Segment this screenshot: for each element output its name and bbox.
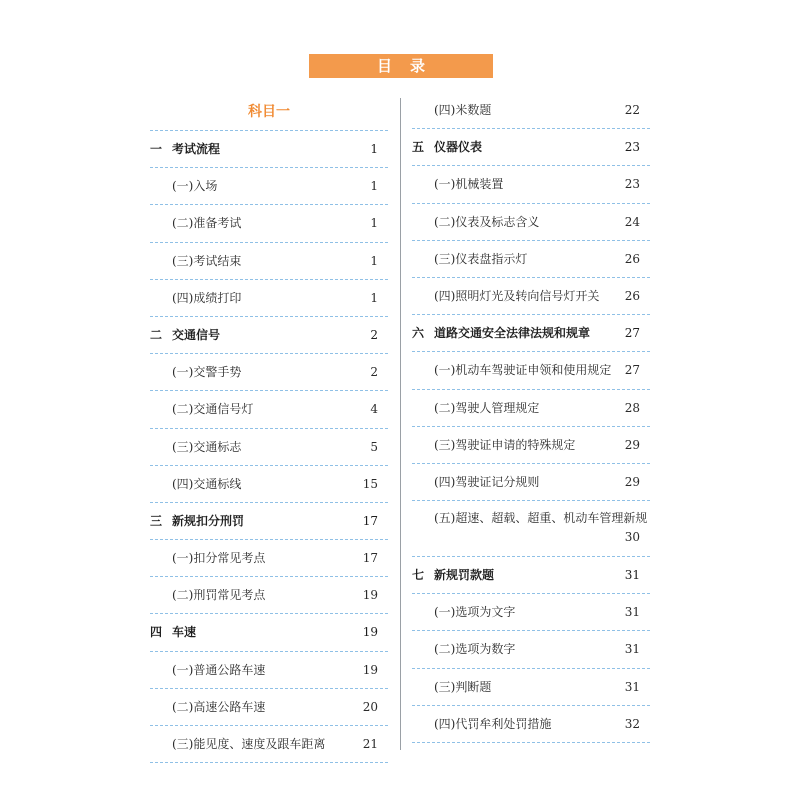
page-number: 20 xyxy=(362,699,378,714)
page-number: 27 xyxy=(624,326,640,341)
toc-entry-row[interactable] xyxy=(150,652,388,689)
toc-entry-row[interactable] xyxy=(412,241,650,278)
page-number: 31 xyxy=(624,605,640,620)
toc-entry-row[interactable] xyxy=(412,352,650,389)
page-number: 24 xyxy=(624,214,640,229)
entry-title: (三)交通标志 xyxy=(172,439,242,454)
entry-title: (一)入场 xyxy=(172,179,218,194)
entry-title: (一)扣分常见考点 xyxy=(172,551,266,566)
page-number: 23 xyxy=(624,177,640,192)
page-number: 26 xyxy=(624,288,640,303)
toc-entry-row[interactable] xyxy=(412,166,650,203)
page-number: 17 xyxy=(362,551,378,566)
section-title: 车速 xyxy=(172,625,197,640)
toc-section-row[interactable] xyxy=(150,131,388,168)
page-number: 15 xyxy=(362,476,378,491)
entry-title: (二)仪表及标志含义 xyxy=(434,214,540,229)
toc-entry-row[interactable] xyxy=(412,464,650,501)
entry-title: (一)普通公路车速 xyxy=(172,662,266,677)
page-number: 17 xyxy=(362,513,378,528)
page-number: 5 xyxy=(370,439,378,454)
column-divider xyxy=(400,98,401,750)
toc-section-row[interactable] xyxy=(412,315,650,352)
page-number: 23 xyxy=(624,140,640,155)
section-number: 一 xyxy=(150,142,163,156)
entry-title: (四)交通标线 xyxy=(172,476,242,491)
page-number: 32 xyxy=(624,716,640,731)
page-number: 26 xyxy=(624,251,640,266)
page-number: 2 xyxy=(370,365,378,380)
entry-title: (二)交通信号灯 xyxy=(172,402,254,417)
page-number: 19 xyxy=(362,625,378,640)
toc-section-row[interactable] xyxy=(412,557,650,594)
toc-section-row[interactable] xyxy=(150,503,388,540)
toc-section-row[interactable] xyxy=(412,129,650,166)
page-number: 1 xyxy=(370,179,378,194)
entry-title: (一)选项为文字 xyxy=(434,605,516,620)
toc-section-row[interactable] xyxy=(150,317,388,354)
toc-entry-row[interactable] xyxy=(150,540,388,577)
section-title: 新规罚款题 xyxy=(434,568,495,583)
section-number: 五 xyxy=(412,140,425,155)
page-number: 19 xyxy=(362,662,378,677)
toc-entry-row[interactable] xyxy=(150,429,388,466)
section-title: 仪器仪表 xyxy=(434,140,483,155)
toc-title: 目录 xyxy=(309,54,493,78)
entry-title: (三)仪表盘指示灯 xyxy=(434,251,528,266)
entry-title: (四)代罚牟利处罚措施 xyxy=(434,716,552,731)
page-number: 2 xyxy=(370,327,378,342)
toc-entry-row[interactable] xyxy=(412,631,650,668)
subject-heading: 科目一 xyxy=(248,104,290,120)
entry-title: (四)米数题 xyxy=(434,103,492,117)
entry-title: (三)驾驶证申请的特殊规定 xyxy=(434,437,576,452)
toc-entry-row[interactable] xyxy=(412,427,650,464)
entry-title: (二)驾驶人管理规定 xyxy=(434,400,540,415)
toc-left-column xyxy=(150,130,388,763)
toc-entry-row[interactable] xyxy=(150,243,388,280)
toc-entry-row[interactable] xyxy=(412,204,650,241)
entry-title: (四)驾驶证记分规则 xyxy=(434,474,540,489)
page-number: 1 xyxy=(370,142,378,156)
toc-entry-row[interactable] xyxy=(412,390,650,427)
toc-entry-row[interactable] xyxy=(412,92,650,129)
section-title: 考试流程 xyxy=(172,142,221,156)
page-number: 1 xyxy=(370,290,378,305)
toc-entry-row[interactable] xyxy=(412,706,650,743)
section-number: 六 xyxy=(412,326,425,341)
toc-entry-row[interactable] xyxy=(150,168,388,205)
section-title: 交通信号 xyxy=(172,327,221,342)
entry-title: (一)交警手势 xyxy=(172,365,242,380)
section-title: 道路交通安全法律法规和规章 xyxy=(434,326,591,341)
entry-title: (一)机动车驾驶证申领和使用规定 xyxy=(434,363,612,378)
section-number: 七 xyxy=(412,568,425,583)
toc-entry-row[interactable] xyxy=(150,466,388,503)
toc-entry-row[interactable] xyxy=(150,577,388,614)
toc-entry-row[interactable] xyxy=(412,501,650,557)
page-number: 22 xyxy=(624,103,640,117)
toc-right-column xyxy=(412,92,650,743)
entry-title: (三)能见度、速度及跟车距离 xyxy=(172,737,326,751)
page-number: 29 xyxy=(624,474,640,489)
section-number: 二 xyxy=(150,327,163,342)
entry-title: (二)高速公路车速 xyxy=(172,699,266,714)
page-number: 28 xyxy=(624,400,640,415)
entry-title: (四)照明灯光及转向信号灯开关 xyxy=(434,288,600,303)
toc-entry-row[interactable] xyxy=(412,278,650,315)
toc-entry-row[interactable] xyxy=(412,669,650,706)
entry-title: (二)准备考试 xyxy=(172,216,242,231)
page-number: 31 xyxy=(624,568,640,583)
page-number: 31 xyxy=(624,642,640,657)
page-number: 21 xyxy=(362,737,378,751)
page-number: 1 xyxy=(370,216,378,231)
entry-title: (四)成绩打印 xyxy=(172,290,242,305)
section-number: 四 xyxy=(150,625,163,640)
section-number: 三 xyxy=(150,513,163,528)
toc-entry-row[interactable] xyxy=(150,689,388,726)
page-number: 19 xyxy=(362,588,378,603)
page-number: 30 xyxy=(624,530,640,545)
page-number: 27 xyxy=(624,363,640,378)
entry-title: (一)机械装置 xyxy=(434,177,504,192)
page-number: 1 xyxy=(370,253,378,268)
entry-title: (五)超速、超载、超重、机动车管理新规 xyxy=(434,511,648,526)
page-number: 31 xyxy=(624,679,640,694)
toc-entry-row[interactable] xyxy=(150,391,388,428)
toc-entry-row[interactable] xyxy=(150,354,388,391)
toc-entry-row[interactable] xyxy=(150,726,388,763)
page-number: 4 xyxy=(370,402,378,417)
toc-entry-row[interactable] xyxy=(150,205,388,242)
entry-title: (三)考试结束 xyxy=(172,253,242,268)
toc-section-row[interactable] xyxy=(150,614,388,651)
section-title: 新规扣分刑罚 xyxy=(172,513,245,528)
toc-entry-row[interactable] xyxy=(150,280,388,317)
page-number: 29 xyxy=(624,437,640,452)
entry-title: (二)选项为数字 xyxy=(434,642,516,657)
entry-title: (二)刑罚常见考点 xyxy=(172,588,266,603)
entry-title: (三)判断题 xyxy=(434,679,492,694)
toc-entry-row[interactable] xyxy=(412,594,650,631)
